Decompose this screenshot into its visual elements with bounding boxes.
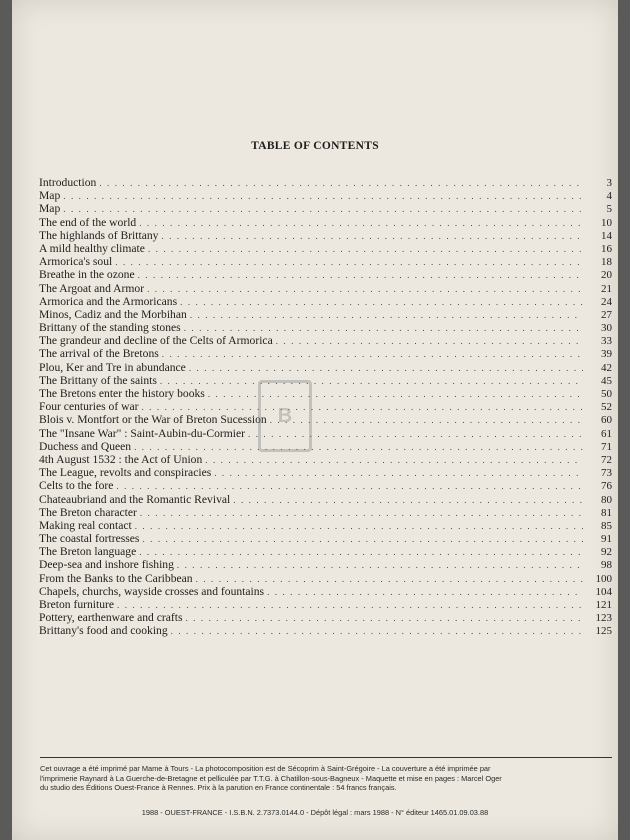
toc-entry-title: Celts to the fore [39, 479, 114, 493]
toc-entry [39, 585, 612, 598]
toc-entry-page: 73 [601, 467, 612, 480]
imprint-line-2: l'imprimerie Raynard à La Guerche-de-Bretagne et pelliculée par T.T.G. à Chatillon-sous-Bagneux - Maquette et mise en pages : Marcel Oger [40, 773, 502, 783]
toc-entry [39, 308, 612, 321]
toc-leader-dots [276, 335, 583, 348]
toc-leader-dots [140, 507, 583, 520]
toc-leader-dots [162, 348, 583, 361]
toc-entry-title: Brittany's food and cooking [39, 624, 168, 638]
toc-entry-page: 100 [595, 572, 612, 585]
toc-entry-title: Brittany of the standing stones [39, 321, 181, 335]
toc-leader-dots [189, 362, 583, 375]
toc-entry [39, 387, 612, 400]
toc-entry-page: 30 [601, 322, 612, 335]
toc-entry-page: 3 [606, 177, 612, 189]
toc-entry-page: 52 [601, 401, 612, 414]
toc-entry-title: The "Insane War" : Saint-Aubin-du-Cormier [39, 426, 246, 440]
toc-entry-page: 76 [601, 480, 612, 493]
toc-entry-page: 85 [601, 519, 612, 532]
toc-entry [39, 295, 612, 308]
toc-entry-title: Breton furniture [39, 598, 115, 611]
toc-leader-dots [185, 612, 583, 625]
toc-entry-title: Chateaubriand and the Romantic Revival [39, 492, 231, 506]
toc-entry-title: The highlands of Brittany [39, 228, 159, 242]
toc-entry [39, 374, 612, 387]
toc-entry [39, 427, 612, 440]
toc-entry-page: 24 [601, 295, 612, 308]
toc-entry-page: 5 [606, 203, 612, 216]
toc-entry-page: 16 [601, 242, 612, 255]
toc-entry [39, 611, 612, 624]
toc-leader-dots [214, 467, 583, 480]
toc-entry [39, 361, 612, 374]
toc-entry-title: Making real contact [39, 518, 132, 532]
toc-leader-dots [190, 309, 583, 322]
toc-entry-page: 91 [601, 533, 612, 546]
toc-entry-page: 123 [595, 612, 612, 625]
toc-leader-dots [63, 190, 583, 203]
toc-entry-title: The Brittany of the saints [39, 373, 157, 387]
toc-entry-page: 39 [601, 348, 612, 361]
imprint-notice [40, 764, 612, 793]
toc-entry [39, 558, 612, 571]
toc-leader-dots [148, 243, 583, 256]
table-of-contents [39, 176, 612, 638]
toc-entry [39, 282, 612, 295]
toc-entry-page: 10 [601, 216, 612, 229]
toc-entry-page: 71 [601, 440, 612, 453]
toc-entry-page: 27 [601, 308, 612, 321]
toc-entry-page: 92 [601, 546, 612, 559]
toc-entry-page: 60 [601, 414, 612, 427]
toc-entry [39, 624, 612, 637]
legal-deposit-line: 1988 - OUEST-FRANCE - I.S.B.N. 2.7373.0144.0 - Dépôt légal : mars 1988 - N° éditeur 1465.01.09.03.88 [141, 808, 489, 817]
toc-entry-page: 50 [601, 388, 612, 400]
toc-entry-title: The grandeur and decline of the Celts of Armorica [39, 334, 273, 348]
book-page [12, 0, 618, 840]
toc-entry-title: Breathe in the ozone [39, 268, 135, 282]
toc-leader-dots [171, 625, 583, 638]
toc-entry-title: Plou, Ker and Tre in abundance [39, 360, 186, 374]
toc-entry-page: 72 [601, 453, 612, 466]
toc-entry-page: 45 [601, 374, 612, 387]
toc-entry-title: Armorica's soul [39, 255, 113, 269]
toc-entry-page: 42 [601, 361, 612, 374]
toc-entry [39, 229, 612, 242]
toc-entry-page: 121 [595, 599, 612, 611]
toc-entry [39, 493, 612, 506]
toc-entry-title: Map [39, 202, 61, 216]
toc-entry-page: 80 [601, 493, 612, 506]
toc-entry-title: The Breton language [39, 545, 137, 559]
toc-entry [39, 532, 612, 545]
toc-entry-title: Minos, Cadiz and the Morbihan [39, 307, 187, 321]
toc-leader-dots [270, 414, 583, 427]
toc-entry-page: 4 [606, 190, 612, 203]
toc-entry [39, 334, 612, 347]
toc-entry-title: Map [39, 189, 61, 203]
toc-entry [39, 202, 612, 215]
toc-leader-dots [135, 520, 583, 533]
toc-entry-title: Four centuries of war [39, 400, 139, 414]
toc-leader-dots [160, 375, 583, 388]
toc-entry-page: 18 [601, 256, 612, 269]
toc-entry [39, 268, 612, 281]
toc-entry [39, 255, 612, 268]
toc-entry [39, 440, 612, 453]
toc-leader-dots [147, 283, 583, 296]
toc-entry-title: Deep-sea and inshore fishing [39, 558, 174, 572]
toc-leader-dots [117, 599, 583, 612]
toc-entry [39, 400, 612, 413]
toc-entry [39, 413, 612, 426]
toc-leader-dots [161, 230, 583, 243]
toc-entry-title: The Breton character [39, 505, 137, 519]
toc-entry [39, 598, 612, 611]
toc-leader-dots [180, 296, 583, 309]
toc-entry-title: The arrival of the Bretons [39, 347, 159, 361]
toc-entry [39, 519, 612, 532]
toc-entry-page: 125 [595, 625, 612, 638]
toc-entry-title: Duchess and Queen [39, 439, 132, 453]
toc-entry-title: Armorica and the Armoricans [39, 294, 178, 308]
toc-leader-dots [138, 269, 583, 282]
toc-entry-title: The Argoat and Armor [39, 281, 145, 295]
toc-entry [39, 545, 612, 558]
toc-entry-page: 104 [595, 585, 612, 598]
toc-leader-dots [142, 533, 583, 546]
imprint-line-1: Cet ouvrage a été imprimé par Mame à Tours - La photocomposition est de Sécoprim à Saint-Grégoire - La couverture a été imprimée par [40, 764, 491, 773]
toc-entry [39, 216, 612, 229]
watermark-logo: B [258, 380, 312, 452]
toc-entry-title: The Bretons enter the history books [39, 387, 205, 400]
toc-entry-title: Chapels, churchs, wayside crosses and fountains [39, 584, 265, 598]
toc-entry-title: 4th August 1532 : the Act of Union [39, 452, 203, 466]
toc-entry-title: The end of the world [39, 215, 137, 229]
toc-entry-title: Introduction [39, 176, 97, 189]
toc-entry-title: From the Banks to the Caribbean [39, 571, 193, 585]
toc-leader-dots [139, 217, 583, 230]
toc-leader-dots [177, 559, 583, 572]
toc-entry [39, 572, 612, 585]
toc-entry-title: A mild healthy climate [39, 241, 145, 255]
toc-entry-page: 81 [601, 506, 612, 519]
toc-leader-dots [63, 203, 583, 216]
toc-entry [39, 347, 612, 360]
toc-entry [39, 466, 612, 479]
toc-entry [39, 479, 612, 492]
toc-leader-dots [139, 546, 583, 559]
toc-entry-page: 33 [601, 335, 612, 348]
toc-entry [39, 189, 612, 202]
page-title: TABLE OF CONTENTS [251, 140, 379, 152]
toc-entry [39, 321, 612, 334]
toc-entry-page: 98 [601, 559, 612, 572]
toc-entry [39, 453, 612, 466]
toc-entry [39, 506, 612, 519]
toc-entry-title: Blois v. Montfort or the War of Breton Sucession [39, 413, 267, 427]
toc-leader-dots [115, 256, 583, 269]
toc-entry [39, 242, 612, 255]
toc-entry-page: 14 [601, 229, 612, 242]
toc-entry-page: 61 [601, 427, 612, 440]
toc-entry-title: Pottery, earthenware and crafts [39, 611, 183, 625]
toc-entry-title: The League, revolts and conspiracies [39, 466, 212, 480]
toc-leader-dots [205, 454, 583, 467]
toc-leader-dots [233, 494, 583, 507]
imprint-line-3: du studio des Éditions Ouest-France à Rennes. Prix à la parution en France continentale : 54 francs français. [40, 783, 397, 792]
toc-entry [39, 176, 612, 189]
divider [40, 757, 612, 758]
toc-entry-title: The coastal fortresses [39, 532, 140, 546]
toc-entry-page: 21 [601, 282, 612, 295]
toc-entry-page: 20 [601, 269, 612, 282]
toc-leader-dots [267, 586, 583, 599]
toc-leader-dots [99, 177, 583, 190]
